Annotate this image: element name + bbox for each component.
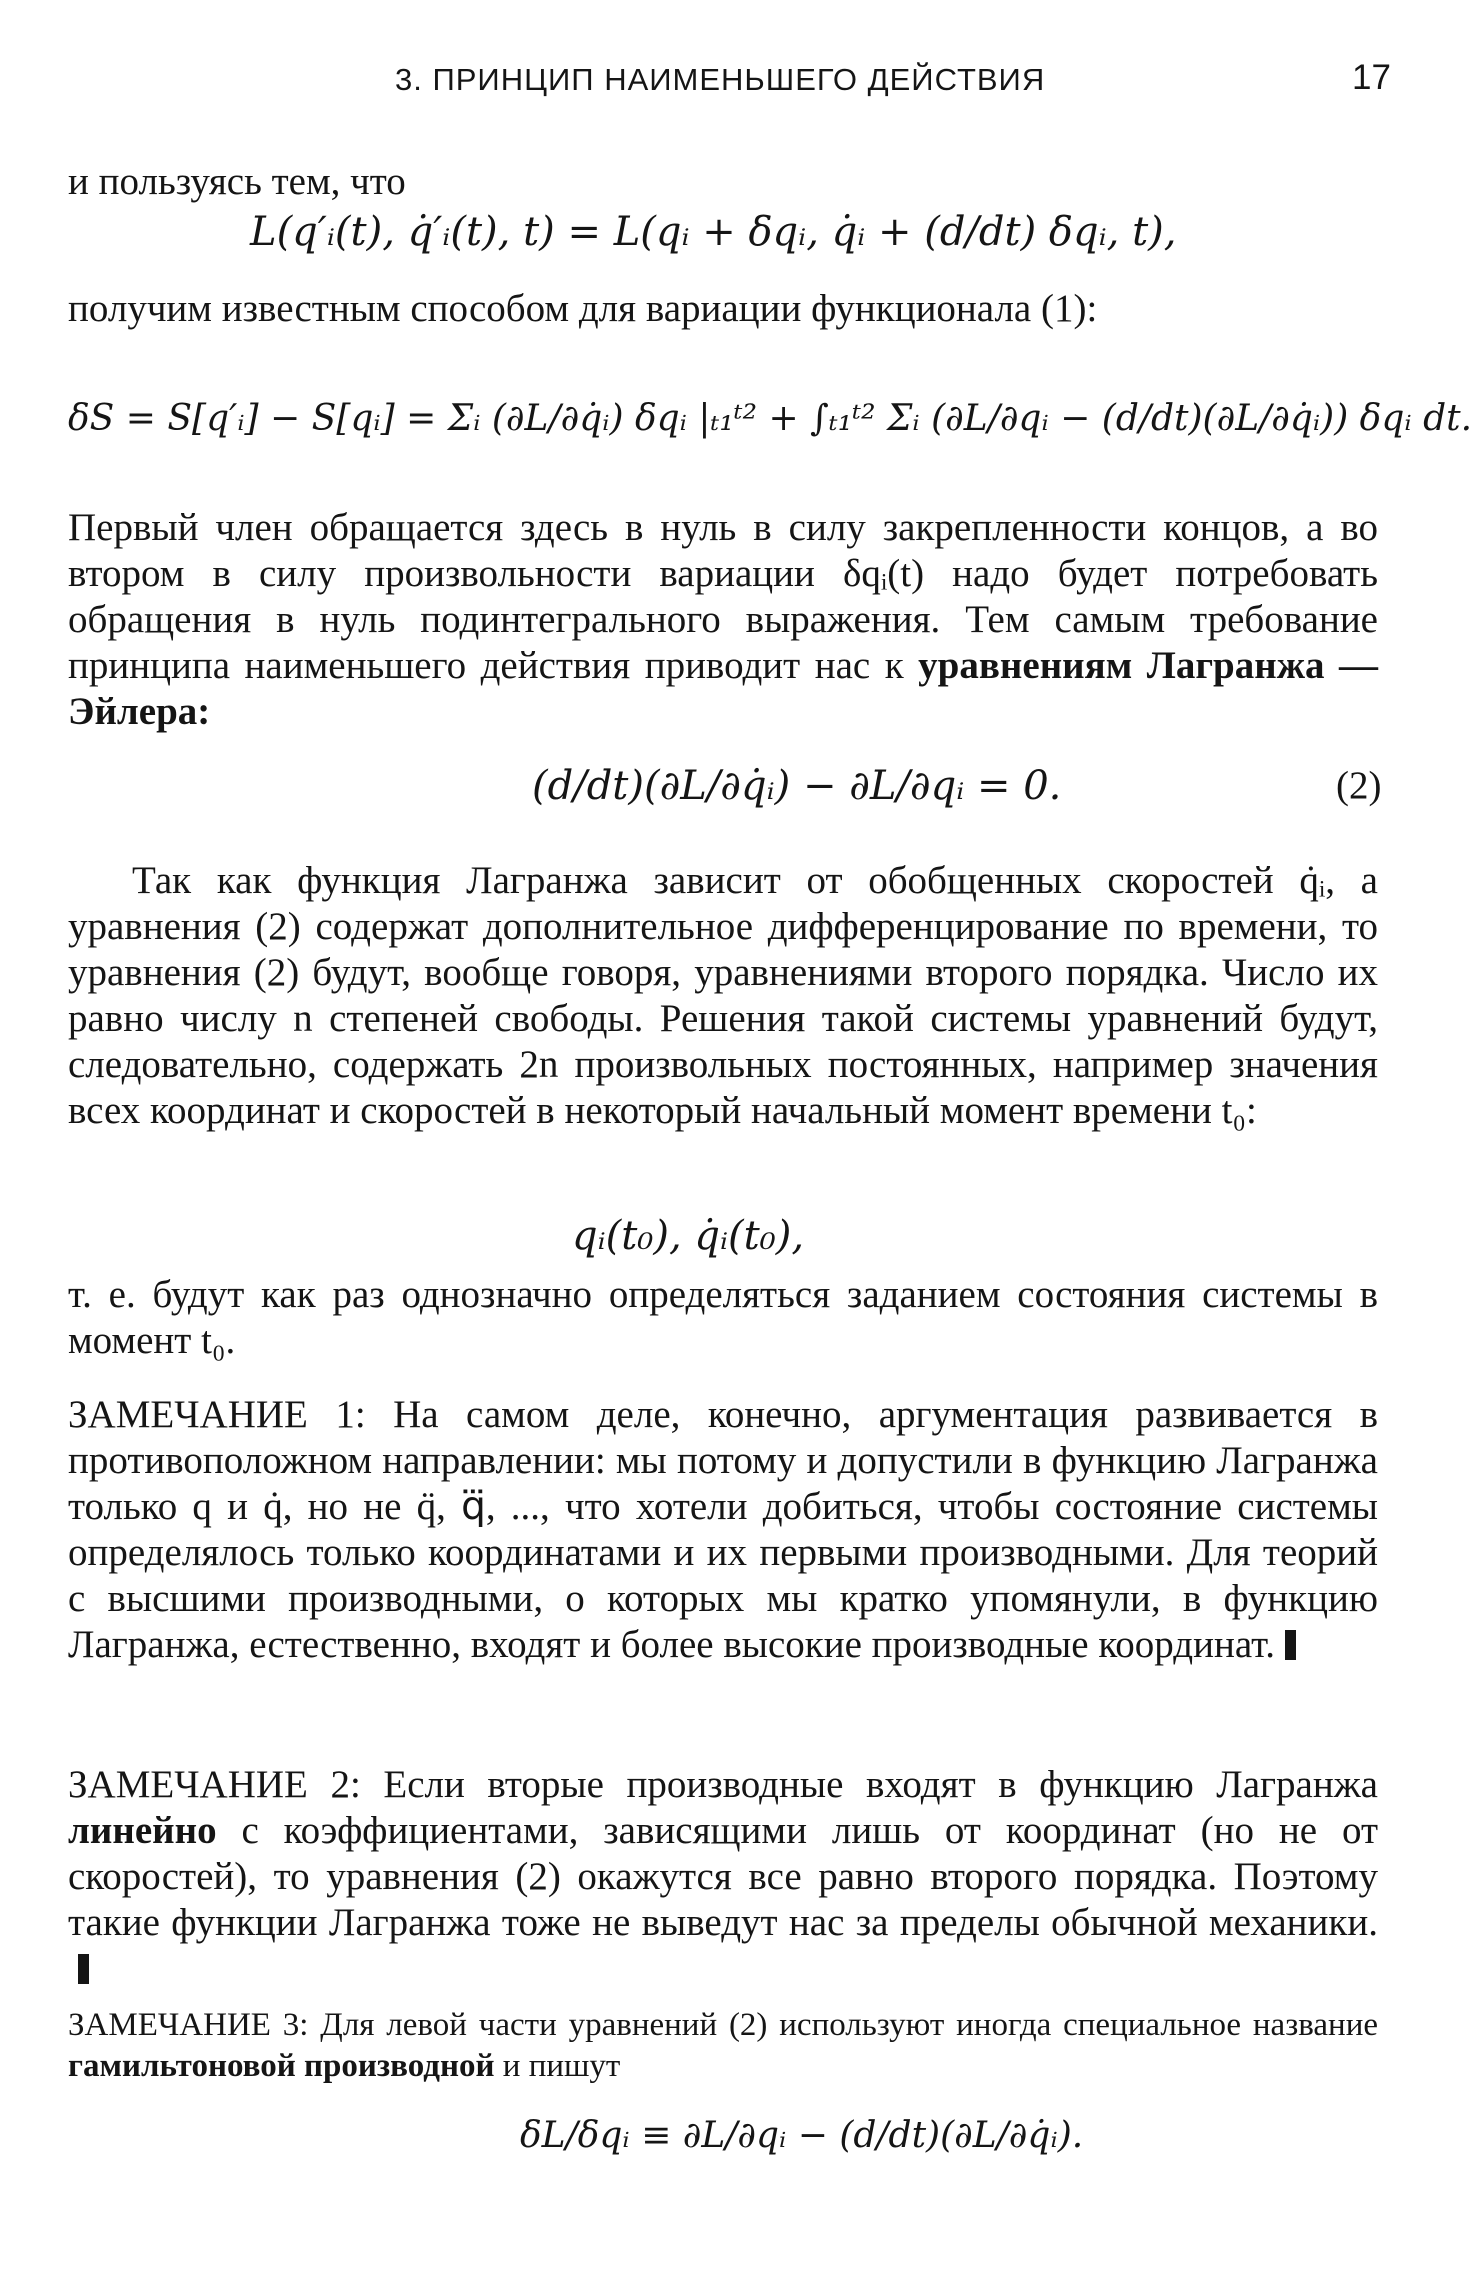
variation-intro-line: получим известным способом для вариации функционала (1): — [68, 287, 1098, 330]
remark-2-text-after: с коэффициентами, зависящими лишь от координат (но не от скоростей), то уравнения (2) окажутся все равно второго порядка. Поэтому такие функции Лагранжа тоже не выведут нас за пределы обычной механики. — [68, 1809, 1378, 1944]
remark-1-text: ЗАМЕЧАНИЕ 1: На самом деле, конечно, аргументация развивается в противоположном направлении: мы потому и допустили в функцию Лагранжа только q и q̇, но не q̈, q⃛, ..., что хотели добиться, чтобы состояние системы определялось только координатами и их первыми производными. Для теорий с высшими производными, о которых мы кратко упомянули, в функцию Лагранжа, естественно, входят и более высокие производные координат. — [68, 1393, 1378, 1666]
remark-2 — [68, 1762, 1378, 1992]
page-number: 17 — [1352, 58, 1391, 97]
equation-number-2: (2) — [1336, 764, 1382, 807]
running-title: 3. ПРИНЦИП НАИМЕНЬШЕГО ДЕЙСТВИЯ — [395, 62, 1046, 97]
remark-3-text-before: ЗАМЕЧАНИЕ 3: Для левой части уравнений (2) используют иногда специальное название — [68, 2007, 1378, 2043]
equation-initial-conditions: qᵢ(t₀), q̇ᵢ(t₀), — [572, 1213, 805, 1259]
end-of-remark-icon — [1285, 1630, 1296, 1660]
remark-2-linear-term: линейно — [68, 1809, 217, 1852]
end-of-remark-icon — [78, 1954, 89, 1984]
paragraph-first-term-text: Первый член обращается здесь в нуль в силу закрепленности концов, а во втором в силу произвольности вариации δqᵢ(t) надо будет потребовать обращения в нуль подинтегрального выражения. Тем самым требование принципа наименьшего действия приводит нас к — [68, 506, 1378, 687]
equation-substitution: L(q′ᵢ(t), q̇′ᵢ(t), t) = L(qᵢ + δqᵢ, q̇ᵢ + (d/dt) δqᵢ, t), — [250, 209, 1177, 255]
hamiltonian-derivative-term: гамильтоновой производной — [68, 2048, 495, 2084]
euler-lagrange-term: уравнениям Лагранжа — Эйлера: — [68, 644, 1378, 733]
equation-hamiltonian-derivative: δL/δqᵢ ≡ ∂L/∂qᵢ − (d/dt)(∂L/∂q̇ᵢ). — [520, 2115, 1084, 2156]
paragraph-lagrange-dependence: Так как функция Лагранжа зависит от обобщенных скоростей q̇ᵢ, а уравнения (2) содержат дополнительное дифференцирование по времени, то уравнения (2) будут, вообще говоря, уравнениями второго порядка. Число их равно числу n степеней свободы. Решения такой системы уравнений будут, следовательно, содержать 2n произвольных постоянных, например значения всех координат и скоростей в некоторый начальный момент времени t₀: — [68, 859, 1378, 1132]
equation-euler-lagrange: (d/dt)(∂L/∂q̇ᵢ) − ∂L/∂qᵢ = 0. — [532, 763, 1062, 809]
remark-2-text-before: ЗАМЕЧАНИЕ 2: Если вторые производные входят в функцию Лагранжа — [68, 1763, 1378, 1806]
remark-3 — [68, 2005, 1378, 2087]
remark-3-text-after: и пишут — [494, 2048, 621, 2084]
equation-variation: δS = S[q′ᵢ] − S[qᵢ] = Σᵢ (∂L/∂q̇ᵢ) δqᵢ |ₜ₁ᵗ² + ∫ₜ₁ᵗ² Σᵢ (∂L/∂qᵢ − (d/dt)(∂L/∂q̇ᵢ)) δqᵢ dt. — [68, 398, 1473, 439]
intro-line: и пользуясь тем, что — [68, 160, 406, 203]
remark-1 — [68, 1392, 1378, 1668]
paragraph-state-determination: т. е. будут как раз однозначно определяться заданием состояния системы в момент t₀. — [68, 1273, 1378, 1362]
paragraph-first-term — [68, 505, 1378, 735]
